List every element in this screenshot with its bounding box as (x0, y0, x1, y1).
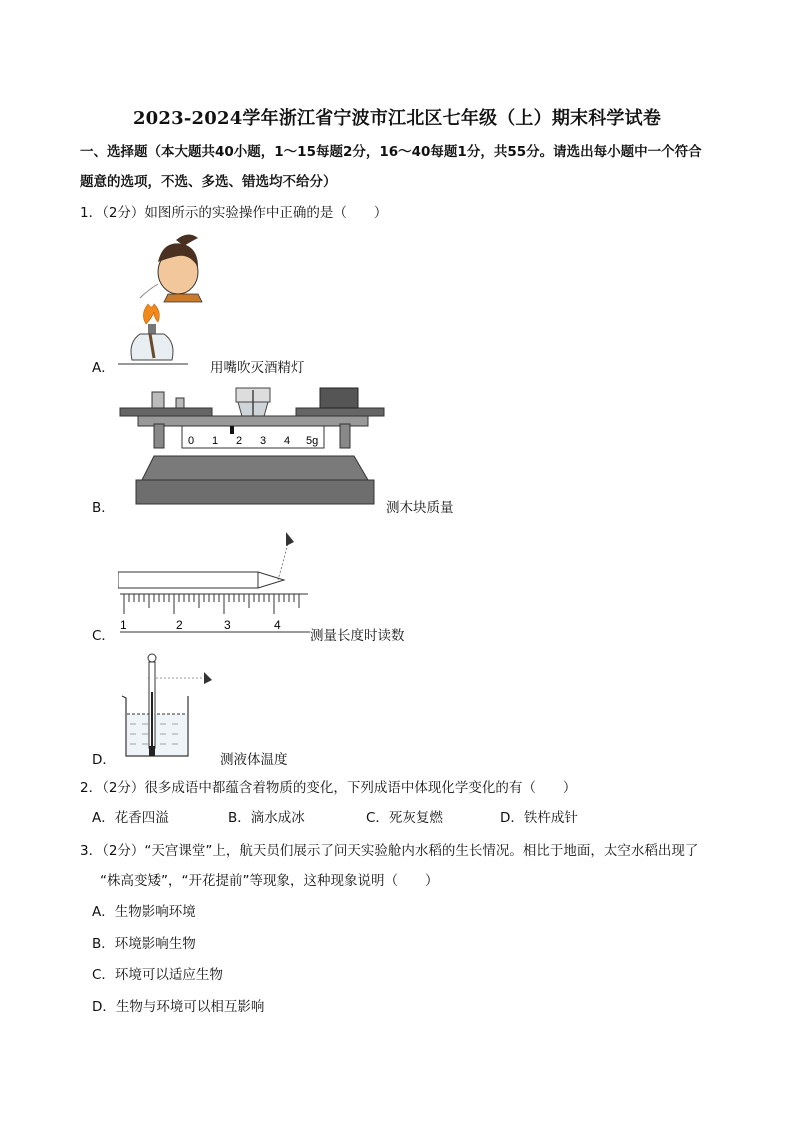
balance-tick-2: 2 (236, 435, 243, 447)
breath-line (140, 284, 158, 298)
balance-base-foot (136, 480, 374, 504)
balance-beam (138, 416, 368, 426)
q2-option-d: D．铁杵成针 (500, 810, 578, 826)
q1-option-d-caption: 测液体温度 (220, 752, 288, 768)
alcohol-lamp-figure (118, 232, 208, 372)
balance-tick-4: 4 (284, 435, 291, 447)
sight-line (278, 544, 288, 580)
right-pan (296, 408, 384, 416)
balance-base (142, 456, 368, 480)
q3-stem-line1: 3．（2分）“天宫课堂”上，航天员们展示了问天实验舱内水稻的生长情况。相比于地面，太空水稻出现了 (80, 843, 699, 859)
q1-option-c-caption: 测量长度时读数 (310, 628, 405, 644)
q1-option-a-caption: 用嘴吹灭酒精灯 (210, 360, 305, 376)
left-pan (120, 408, 212, 416)
ruler-label-3: 3 (224, 618, 231, 632)
q1-stem: 1．（2分）如图所示的实验操作中正确的是（ ） (80, 205, 388, 221)
q1-option-c-letter: C． (92, 628, 115, 644)
balance-scale (182, 426, 324, 448)
q2-option-a: A．花香四溢 (92, 810, 169, 826)
q3-stem-line2: “株高变矮”，“开花提前”等现象，这种现象说明（ ） (100, 873, 439, 889)
weight-small (176, 398, 184, 408)
balance-tick-3: 3 (260, 435, 267, 447)
q1-option-d-letter: D． (92, 752, 116, 768)
section-heading-line1: 一、选择题（本大题共40小题，1～15每题2分，16～40每题1分，共55分。请选出每小题中一个符合 (80, 144, 702, 160)
pencil-shape (118, 572, 284, 588)
thermometer-column (151, 692, 153, 748)
left-nut (154, 424, 164, 448)
q2-stem: 2．（2分）很多成语中都蕴含着物质的变化，下列成语中体现化学变化的有（ ） (80, 780, 577, 796)
ruler-label-4: 4 (274, 618, 281, 632)
wick-holder (148, 324, 156, 334)
balance-tick-1: 1 (212, 435, 219, 447)
q3-option-c: C．环境可以适应生物 (92, 967, 223, 983)
liquid (127, 714, 187, 755)
rider (230, 426, 234, 434)
q3-option-b: B．环境影响生物 (92, 936, 196, 952)
collar-shape (164, 294, 202, 302)
section-heading-line2: 题意的选项，不选、多选、错选均不给分） (80, 174, 337, 190)
wood-block (320, 388, 358, 408)
flame-shape (143, 304, 159, 324)
q3-option-a: A．生物影响环境 (92, 904, 196, 920)
thermometer-figure (118, 652, 228, 764)
right-nut (340, 424, 350, 448)
eye-icon (204, 672, 212, 684)
ruler-label-2: 2 (176, 618, 183, 632)
q1-option-a-letter: A． (92, 360, 115, 376)
paper-title: 2023-2024学年浙江省宁波市江北区七年级（上）期末科学试卷 (132, 108, 662, 129)
balance-tick-5: 5g (306, 435, 319, 447)
q2-option-c: C．死灰复燃 (366, 810, 443, 826)
ruler-ticks (120, 594, 310, 632)
balance-figure (118, 384, 388, 512)
q2-option-b: B．滴水成冰 (228, 810, 305, 826)
eye-icon (286, 532, 294, 546)
weight-large (152, 392, 164, 408)
ruler-figure (118, 528, 314, 640)
thermometer-bulb (149, 746, 155, 756)
balance-tick-0: 0 (188, 435, 195, 447)
q1-option-b-caption: 测木块质量 (386, 500, 454, 516)
ruler-label-1: 1 (120, 618, 127, 632)
q3-option-d: D．生物与环境可以相互影响 (92, 999, 265, 1015)
thermometer-loop (148, 654, 156, 662)
q1-option-b-letter: B． (92, 500, 115, 516)
